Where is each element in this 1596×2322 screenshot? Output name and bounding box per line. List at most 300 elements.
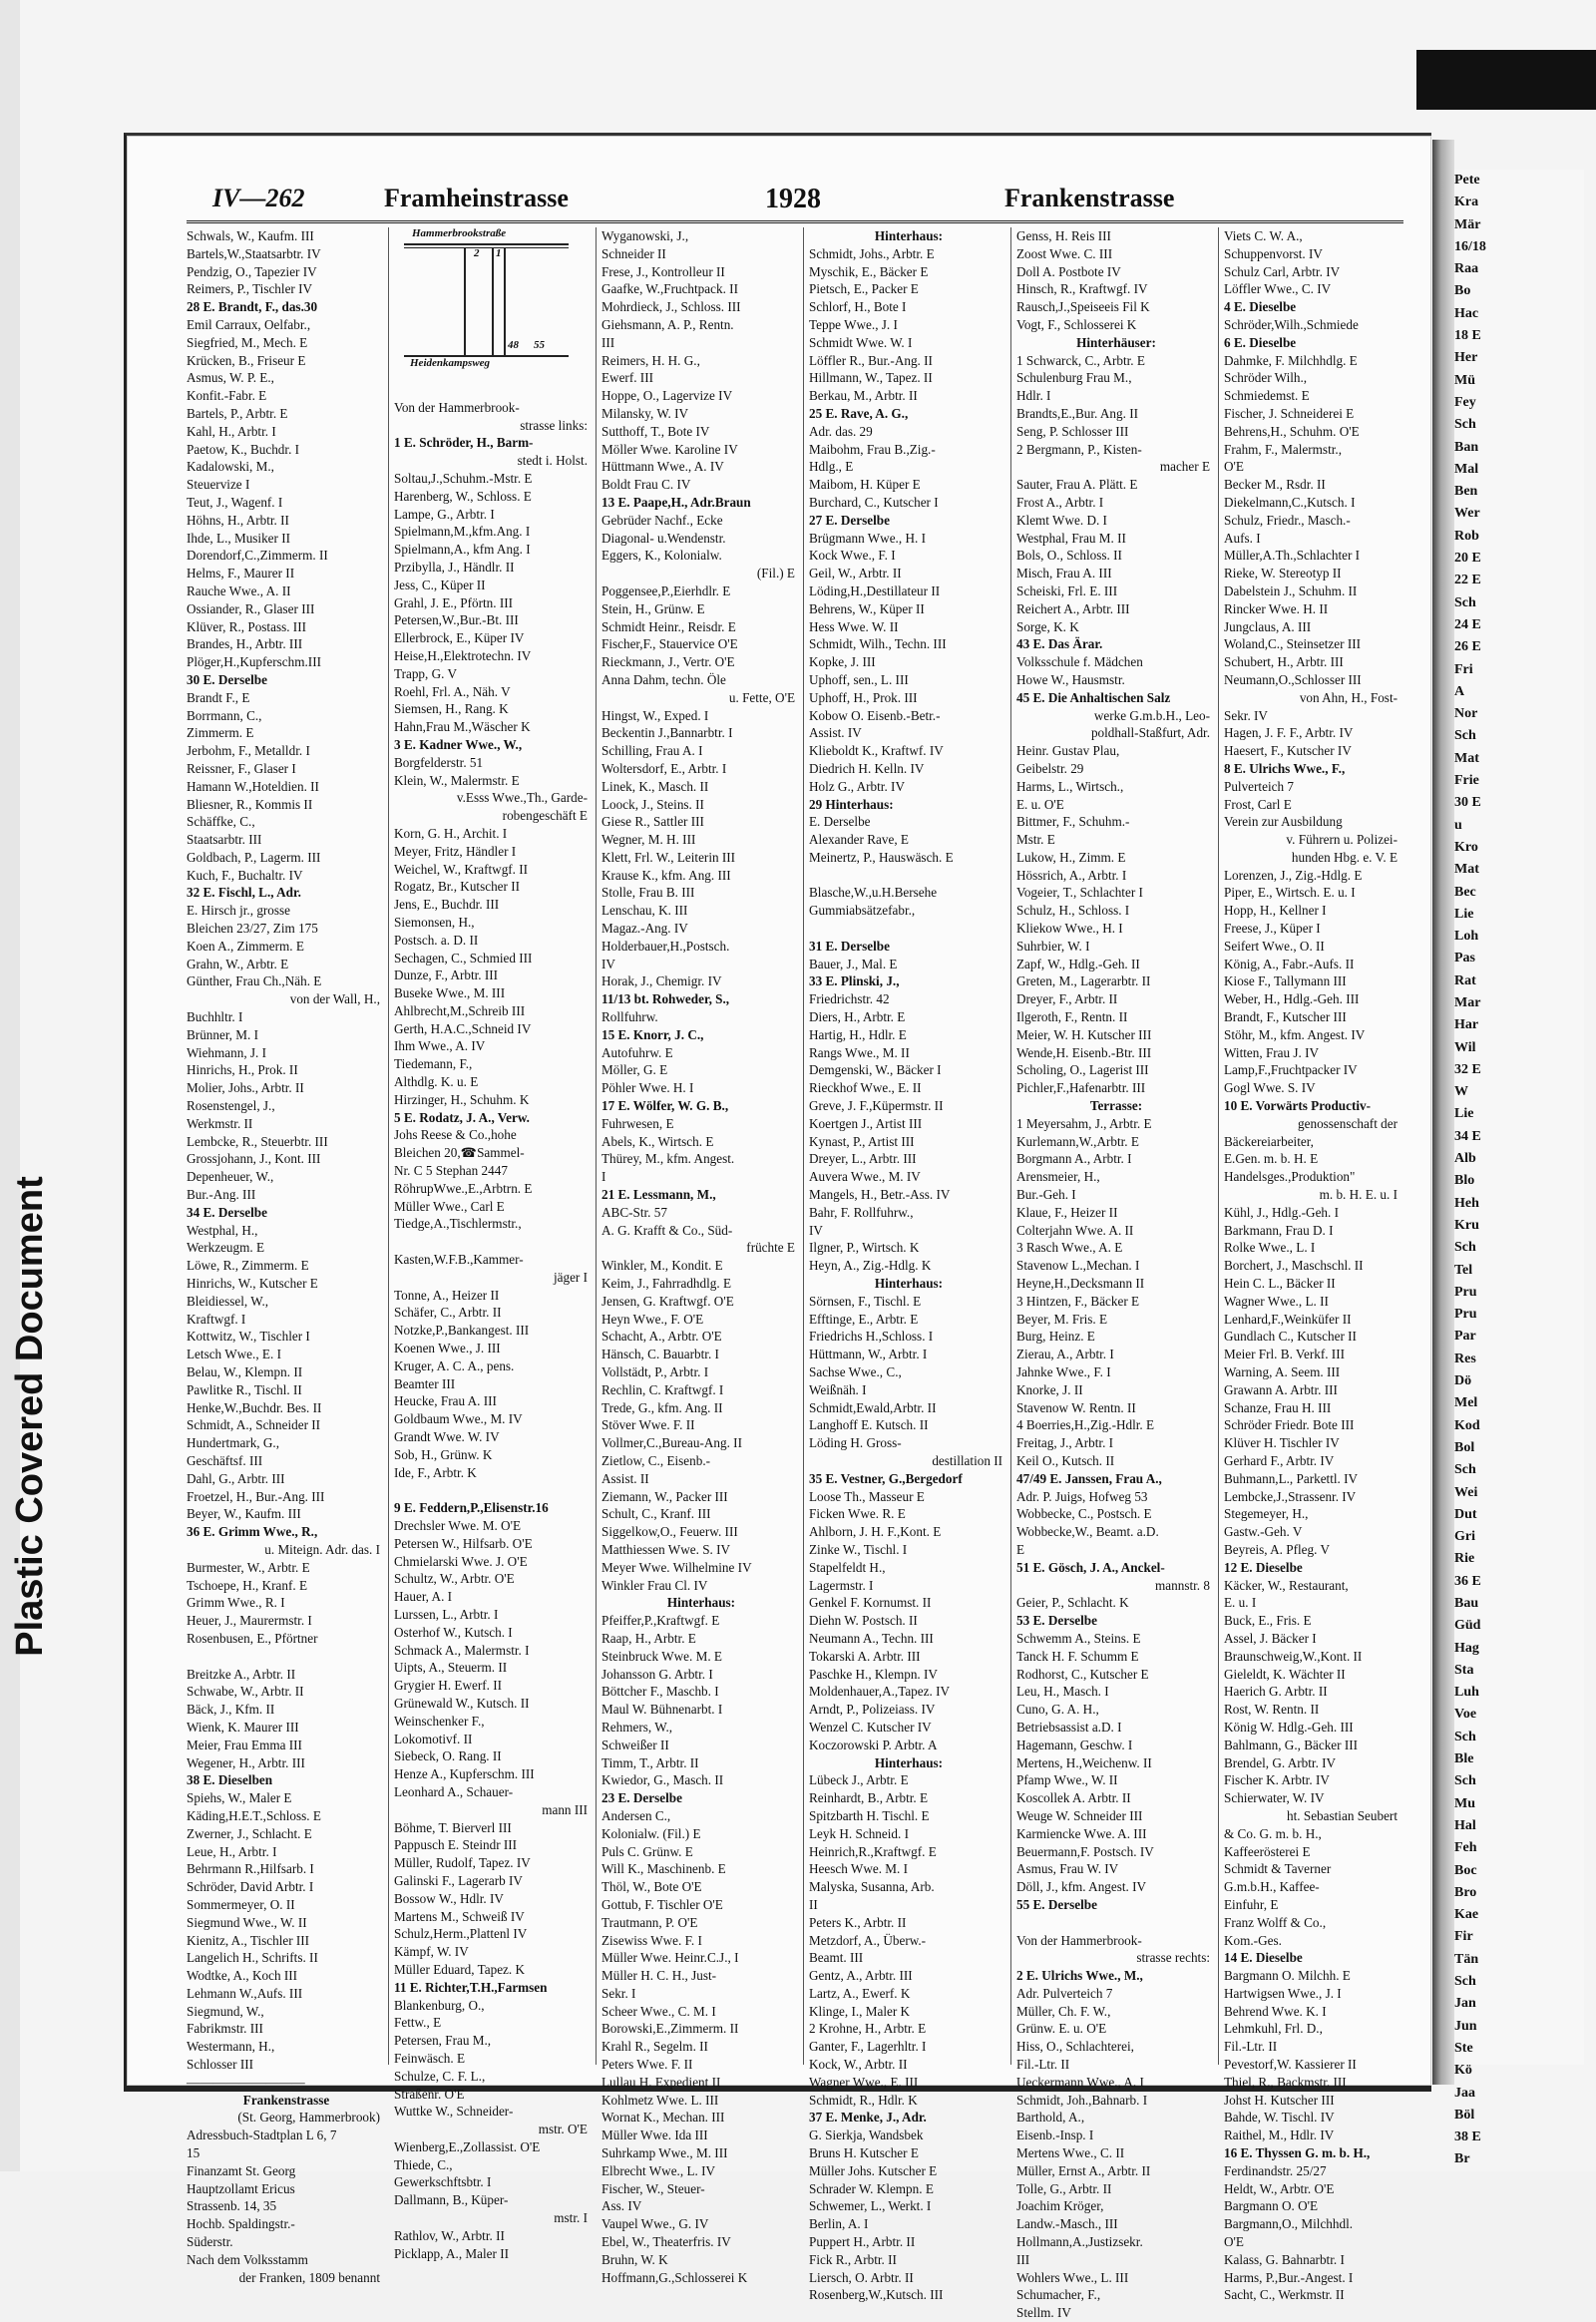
- directory-entry: Aufs. I: [1224, 530, 1261, 546]
- directory-entry: Loock, J., Steins. II: [601, 796, 704, 812]
- directory-entry: 34 E. Derselbe: [187, 1204, 267, 1220]
- directory-entry: Von der Hammerbrook-: [1016, 1932, 1142, 1948]
- adjacent-page-text: 26 E: [1454, 639, 1481, 655]
- directory-entry: 1 Schwarck, C., Arbtr. E: [1016, 352, 1145, 368]
- directory-entry: Borowski,E.,Zimmerm. II: [601, 2021, 739, 2037]
- directory-entry: Beuermann,F. Postsch. IV: [1016, 1843, 1154, 1859]
- directory-entry: Sommermeyer, O. II: [187, 1896, 295, 1912]
- directory-entry: Greve, J. F.,Küpermstr. II: [809, 1098, 944, 1114]
- directory-entry: strasse links:: [520, 417, 588, 433]
- directory-entry: Schlorf, H., Bote I: [809, 299, 907, 315]
- directory-entry: Fuhrwesen, E: [601, 1115, 674, 1131]
- directory-entry: III: [1016, 2251, 1030, 2267]
- directory-entry: Genkel F. Kornumst. II: [809, 1595, 932, 1611]
- directory-entry: Giese R., Sattler III: [601, 814, 704, 830]
- directory-entry: [394, 381, 594, 399]
- directory-entry: Pöhler Wwe. H. I: [601, 1080, 694, 1096]
- directory-entry: Woltersdorf, E., Arbtr. I: [601, 760, 727, 776]
- directory-entry: stedt i. Holst.: [517, 453, 588, 469]
- directory-entry: Boldt Frau C. IV: [601, 477, 691, 493]
- directory-entry: Suhrkamp Wwe., M. III: [601, 2145, 728, 2161]
- directory-entry: Bleidiessel, W.,: [187, 1293, 269, 1309]
- directory-entry: Seng, P. Schlosser III: [1016, 423, 1129, 439]
- directory-entry: Tiedge,A.,Tischlermstr.,: [394, 1216, 522, 1232]
- directory-entry: Berlin, A. I: [809, 2216, 869, 2232]
- adjacent-page-text: Bro: [1454, 1884, 1477, 1900]
- directory-entry: Rodhorst, C., Kutscher E: [1016, 1666, 1149, 1682]
- directory-entry: Misch, Frau A. III: [1016, 566, 1112, 581]
- directory-entry: Lagermstr. I: [809, 1577, 874, 1593]
- directory-entry: Hochb. Spaldingstr.-: [187, 2216, 295, 2232]
- directory-entry: Weuge W. Schneider III: [1016, 1807, 1143, 1823]
- directory-entry: Ahlborn, J. H. F.,Kont. E: [809, 1524, 942, 1540]
- directory-entry: Bahde, W. Tischl. IV: [1224, 2110, 1335, 2126]
- directory-entry: Frahm, F., Malermstr.,: [1224, 441, 1342, 457]
- directory-entry: Ziemann, W., Packer III: [601, 1488, 728, 1504]
- directory-entry: Buchhltr. I: [187, 1009, 243, 1025]
- adjacent-page-text: W: [1454, 1084, 1468, 1100]
- directory-entry: Peters Wwe. F. II: [601, 2057, 693, 2073]
- adjacent-page-fragment: [1454, 170, 1584, 2167]
- directory-entry: Gerth, H.A.C.,Schneid IV: [394, 1020, 532, 1036]
- column-divider: [1218, 227, 1219, 2065]
- directory-entry: Maibom, H. Küper E: [809, 477, 921, 493]
- directory-entry: König W. Hdlg.-Geh. III: [1224, 1719, 1354, 1735]
- directory-entry: Kasten,W.F.B.,Kammer-: [394, 1252, 524, 1268]
- directory-entry: Schult, C., Kranf. III: [601, 1506, 711, 1522]
- directory-entry: Adr. P. Juigs, Hofweg 53: [1016, 1488, 1148, 1504]
- directory-entry: Bossow W., Hdlr. IV: [394, 1890, 504, 1906]
- directory-entry: Demgenski, W., Bäcker I: [809, 1062, 942, 1078]
- directory-entry: [1016, 1914, 1216, 1932]
- directory-entry: Chmielarski Wwe. J. O'E: [394, 1553, 528, 1569]
- directory-entry: Diers, H., Arbtr. E: [809, 1009, 906, 1025]
- directory-entry: Grygier H. Ewerf. II: [394, 1678, 503, 1694]
- adjacent-page-text: Kra: [1454, 194, 1479, 210]
- directory-entry: Assist. II: [601, 1470, 649, 1486]
- directory-entry: Ganter, F., Lagerhltr. I: [809, 2039, 927, 2055]
- adjacent-page-text: Pete: [1454, 173, 1480, 188]
- directory-entry: Liersch, O. Arbtr. II: [809, 2269, 914, 2285]
- directory-entry: Seifert Wwe., O. II: [1224, 938, 1325, 954]
- adjacent-page-text: Fir: [1454, 1929, 1473, 1945]
- directory-entry: Siegfried, M., Mech. E: [187, 334, 308, 350]
- directory-entry: 27 E. Derselbe: [809, 512, 890, 528]
- directory-entry: 43 E. Das Ärar.: [1016, 636, 1103, 652]
- directory-entry: Bäckereiarbeiter,: [1224, 1133, 1314, 1149]
- directory-entry: Löwe, R., Zimmerm. E: [187, 1258, 309, 1274]
- directory-entry: Andersen C.,: [601, 1807, 671, 1823]
- directory-entry: Meinertz, P., Hauswäsch. E: [809, 849, 954, 865]
- directory-entry: Kadalowski, M.,: [187, 459, 274, 475]
- directory-entry: 4 Boerries,H.,Zig.-Hdlr. E: [1016, 1417, 1155, 1433]
- directory-entry: Hauptzollamt Ericus: [187, 2180, 295, 2196]
- directory-entry: Zapf, W., Hdlg.-Geh. II: [1016, 956, 1140, 971]
- adjacent-page-text: 32 E: [1454, 1061, 1481, 1077]
- directory-entry: Burchard, C., Kutscher I: [809, 494, 939, 510]
- directory-entry: G.m.b.H., Kaffee-: [1224, 1879, 1320, 1895]
- directory-entry: Nr. C 5 Stephan 2447: [394, 1163, 508, 1179]
- directory-entry: Kalass, G. Bahnarbtr. I: [1224, 2251, 1345, 2267]
- directory-entry: Rincker Wwe. H. II: [1224, 600, 1329, 616]
- directory-entry: Ahlbrecht,M.,Schreib III: [394, 1002, 526, 1018]
- adjacent-page-text: Par: [1454, 1329, 1476, 1345]
- directory-entry: Fil.-Ltr. II: [1016, 2057, 1070, 2073]
- directory-entry: Abels, K., Wirtsch. E: [601, 1133, 714, 1149]
- adjacent-page-text: 38 E: [1454, 2129, 1481, 2145]
- directory-entry: Schwemer, L., Werkt. I: [809, 2198, 932, 2214]
- adjacent-page-text: Kru: [1454, 1217, 1479, 1233]
- adjacent-page-text: Wer: [1454, 506, 1480, 522]
- directory-entry: Braunschweig,W.,Kont. II: [1224, 1648, 1363, 1664]
- adjacent-page-text: Lie: [1454, 1106, 1474, 1122]
- directory-entry: Poggensee,P.,Eierhdlr. E: [601, 582, 731, 598]
- adjacent-page-text: Lie: [1454, 906, 1474, 922]
- directory-entry: Diagonal- u.Wendenstr.: [601, 530, 726, 546]
- directory-entry: Metzdorf, A., Überw.-: [809, 1932, 927, 1948]
- directory-entry: Buck, E., Fris. E: [1224, 1613, 1312, 1629]
- directory-entry: Pulverteich 7: [1224, 778, 1294, 794]
- directory-entry: Heinr. Gustav Plau,: [1016, 743, 1120, 759]
- directory-entry: Geibelstr. 29: [1016, 760, 1084, 776]
- directory-entry: Schulz, H., Schloss. I: [1016, 903, 1130, 919]
- directory-entry: Asmus, Frau W. IV: [1016, 1861, 1119, 1877]
- directory-entry: Pawlitke R., Tischl. II: [187, 1381, 302, 1397]
- directory-entry: Will K., Maschinenb. E: [601, 1861, 726, 1877]
- directory-entry: Matthiessen Wwe. S. IV: [601, 1541, 731, 1557]
- directory-entry: Sacht, C., Werkmstr. II: [1224, 2287, 1345, 2303]
- adjacent-page-text: Luh: [1454, 1685, 1479, 1701]
- directory-entry: Gieleldt, K. Wächter II: [1224, 1666, 1346, 1682]
- directory-entry: Holderbauer,H.,Postsch.: [601, 938, 730, 954]
- directory-entry: Siegmund Wwe., W. II: [187, 1914, 307, 1930]
- directory-entry: macher E: [1159, 459, 1210, 475]
- directory-entry: Schubert, H., Arbtr. III: [1224, 654, 1344, 670]
- directory-entry: der Franken, 1809 benannt: [238, 2269, 380, 2285]
- directory-entry: Goldbach, P., Lagerm. III: [187, 849, 321, 865]
- directory-entry: Beamter III: [394, 1375, 456, 1391]
- directory-entry: 17 E. Wölfer, W. G. B.,: [601, 1098, 729, 1114]
- directory-entry: Anna Dahm, techn. Öle: [601, 671, 726, 687]
- street-map-inset: Hammerbrookstraße 2 1 48 55 Heidenkampsweg: [404, 227, 574, 377]
- adjacent-page-text: Wil: [1454, 1039, 1476, 1055]
- directory-entry: Leue, H., Arbtr. I: [187, 1843, 277, 1859]
- directory-entry: Möller Wwe. Karoline IV: [601, 441, 738, 457]
- directory-entry: E. Derselbe: [809, 814, 871, 830]
- directory-entry: Straßenr. O'E: [394, 2086, 465, 2102]
- adjacent-page-text: Wei: [1454, 1484, 1478, 1500]
- directory-entry: Lokomotivf. II: [394, 1731, 473, 1746]
- directory-entry: 55 E. Derselbe: [1016, 1896, 1097, 1912]
- directory-entry: Scholing, O., Lagerist III: [1016, 1062, 1149, 1078]
- directory-entry: Magaz.-Ang. IV: [601, 921, 688, 937]
- directory-entry: Diekelmann,C.,Kutsch. I: [1224, 494, 1356, 510]
- directory-entry: Adr. das. 29: [809, 423, 873, 439]
- directory-entry: Fischer K. Arbtr. IV: [1224, 1772, 1330, 1788]
- directory-entry: Dorendorf,C.,Zimmerm. II: [187, 548, 328, 564]
- directory-entry: Sekr. IV: [1224, 707, 1268, 723]
- directory-entry: Schilling, Frau A. I: [601, 743, 703, 759]
- directory-entry: 21 E. Lessmann, M.,: [601, 1187, 716, 1203]
- adjacent-page-text: Kö: [1454, 2063, 1472, 2079]
- directory-entry: Rieckhof Wwe., E. II: [809, 1080, 922, 1096]
- directory-entry: Kock Wwe., F. I: [809, 548, 896, 564]
- directory-entry: Howe W., Hausmstr.: [1016, 671, 1125, 687]
- directory-entry: Stellm. IV: [1016, 2305, 1071, 2321]
- adjacent-page-text: 34 E: [1454, 1128, 1481, 1144]
- directory-entry: Schrader W. Klempn. E: [809, 2180, 934, 2196]
- directory-entry: Uphoff, H., Prok. III: [809, 689, 918, 705]
- directory-entry: I: [601, 1169, 606, 1185]
- adjacent-page-text: Dö: [1454, 1373, 1472, 1389]
- directory-entry: Buseke Wwe., M. III: [394, 985, 506, 1001]
- directory-entry: Käding,H.E.T.,Schloss. E: [187, 1807, 321, 1823]
- directory-entry: 2 Krohne, H., Arbtr. E: [809, 2021, 927, 2037]
- directory-entry: Hüttmann, W., Arbtr. I: [809, 1347, 928, 1362]
- directory-entry: Finanzamt St. Georg: [187, 2162, 296, 2178]
- directory-entry: Wuttke W., Schneider-: [394, 2104, 514, 2120]
- directory-entry: Myschik, E., Bäcker E: [809, 263, 929, 279]
- adjacent-page-text: Har: [1454, 1017, 1479, 1033]
- directory-entry: Stegemeyer, H.,: [1224, 1506, 1309, 1522]
- directory-entry: Rogatz, Br., Kutscher II: [394, 879, 520, 895]
- directory-entry: Zimmerm. E: [187, 725, 254, 741]
- directory-entry: Fischer,F., Stauervice O'E: [601, 636, 738, 652]
- directory-entry: Leyk H. Schneid. I: [809, 1825, 909, 1841]
- page-fold-shadow: [1432, 140, 1454, 2085]
- directory-entry: Lartz, A., Ewerf. K: [809, 1985, 911, 2001]
- directory-entry: Kaffeerösterei E: [1224, 1843, 1311, 1859]
- directory-entry: Fil.-Ltr. II: [1224, 2039, 1278, 2055]
- directory-entry: Beamt. III: [809, 1950, 864, 1966]
- directory-entry: Greten, M., Lagerarbtr. II: [1016, 973, 1151, 989]
- directory-entry: Stein, H., Grünw. E: [601, 600, 705, 616]
- directory-entry: Stöhr, M., kfm. Angest. IV: [1224, 1026, 1366, 1042]
- adjacent-page-text: Fri: [1454, 661, 1473, 677]
- directory-entry: E. Hirsch jr., grosse: [187, 903, 291, 919]
- directory-entry: Müller, Rudolf, Tapez. IV: [394, 1855, 531, 1871]
- directory-entry: Assist. IV: [809, 725, 862, 741]
- directory-column-3: [601, 227, 801, 2286]
- directory-entry: Schmidt, Wilh., Techn. III: [809, 636, 947, 652]
- directory-entry: Heesch Wwe. M. I: [809, 1861, 908, 1877]
- adjacent-page-text: Pru: [1454, 1284, 1477, 1300]
- directory-entry: Alexander Rave, E: [809, 832, 909, 848]
- adjacent-page-text: Rie: [1454, 1551, 1475, 1567]
- directory-entry: 1 E. Schröder, H., Barm-: [394, 435, 534, 451]
- adjacent-page-text: 30 E: [1454, 795, 1481, 811]
- directory-entry: Reichert A., Arbtr. III: [1016, 600, 1130, 616]
- directory-entry: Bahlmann, G., Bäcker III: [1224, 1737, 1359, 1752]
- directory-entry: Siemonsen, H.,: [394, 914, 475, 930]
- directory-entry: Meyer, Fritz, Händler I: [394, 843, 517, 859]
- directory-entry: Weber, H., Hdlg.-Geh. III: [1224, 991, 1360, 1007]
- adjacent-page-text: Bau: [1454, 1596, 1479, 1611]
- directory-entry: 3 E. Kadner Wwe., W.,: [394, 736, 523, 752]
- directory-entry: Schierwater, W. IV: [1224, 1790, 1325, 1806]
- directory-entry: Schulz,Herm.,Plattenl IV: [394, 1926, 528, 1942]
- directory-entry: Hartig, H., Hdlr. E: [809, 1026, 907, 1042]
- directory-entry: 14 E. Dieselbe: [1224, 1950, 1303, 1966]
- directory-entry: Timm, T., Arbtr. II: [601, 1754, 699, 1770]
- directory-entry: Heucke, Frau A. III: [394, 1393, 497, 1409]
- directory-entry: Johs Reese & Co.,hohe: [394, 1127, 517, 1143]
- directory-entry: Rosenstengel, J.,: [187, 1098, 275, 1114]
- directory-entry: Asmus, W. P. E.,: [187, 370, 274, 386]
- directory-entry: Langhoff E. Kutsch. II: [809, 1417, 929, 1433]
- directory-entry: Müller,A.Th.,Schlachter I: [1224, 548, 1361, 564]
- directory-entry: Scheiski, Frl. E. III: [1016, 582, 1118, 598]
- directory-entry: Postsch. a. D. II: [394, 932, 479, 948]
- directory-entry: 3 Rasch Wwe., A. E: [1016, 1240, 1123, 1256]
- directory-entry: Klett, Frl. W., Leiterin III: [601, 849, 736, 865]
- directory-entry: Neumann A., Techn. III: [809, 1630, 934, 1646]
- directory-entry: Krahl R., Segelm. II: [601, 2039, 708, 2055]
- directory-entry: 6 E. Dieselbe: [1224, 334, 1297, 350]
- directory-entry: 11/13 bt. Rohweder, S.,: [601, 991, 730, 1007]
- directory-entry: Rollfuhrw.: [601, 1009, 658, 1025]
- adjacent-page-text: Sch: [1454, 1729, 1476, 1744]
- directory-entry: Fischer, W., Steuer-: [601, 2180, 705, 2196]
- directory-entry: Klein, W., Malermstr. E: [394, 772, 520, 788]
- adjacent-page-text: Bol: [1454, 1439, 1475, 1455]
- directory-entry: Brünner, M. I: [187, 1026, 258, 1042]
- directory-entry: Bartels, P., Arbtr. E: [187, 405, 288, 421]
- directory-entry: Brandts,E.,Bur. Ang. II: [1016, 405, 1138, 421]
- street-heading-left: Framheinstrasse: [384, 184, 569, 212]
- directory-entry: Friedrichstr. 42: [809, 991, 890, 1007]
- directory-entry: 37 E. Menke, J., Adr.: [809, 2110, 927, 2126]
- directory-entry: Roehl, Frl. A., Näh. V: [394, 683, 511, 699]
- directory-entry: Dabelstein J., Schuhm. II: [1224, 582, 1358, 598]
- directory-entry: Raap, H., Arbtr. E: [601, 1630, 696, 1646]
- directory-entry: Rangs Wwe., M. II: [809, 1044, 910, 1060]
- directory-entry: Adressbuch-Stadtplan L 6, 7: [187, 2128, 337, 2143]
- directory-entry: Burmester, W., Arbtr. E: [187, 1559, 310, 1575]
- directory-entry: Hinterhaus:: [666, 1595, 736, 1611]
- directory-entry: früchte E: [746, 1240, 795, 1256]
- adjacent-page-text: Kae: [1454, 1907, 1479, 1923]
- directory-entry: Johansson G. Arbtr. I: [601, 1666, 713, 1682]
- directory-entry: Piper, E., Wirtsch. E. u. I: [1224, 885, 1356, 901]
- directory-entry: Bittmer, F., Schuhm.-: [1016, 814, 1130, 830]
- directory-entry: Schmidt,Ewald,Arbtr. II: [809, 1399, 937, 1415]
- directory-entry: [809, 920, 1008, 938]
- directory-entry: Westphal, Frau M. II: [1016, 530, 1126, 546]
- directory-entry: Thiel, R., Backmstr. III: [1224, 2074, 1347, 2090]
- directory-entry: Schmidt, Joh.,Bahnarb. I: [1016, 2092, 1148, 2108]
- adjacent-page-text: Kro: [1454, 839, 1478, 855]
- adjacent-page-text: Bec: [1454, 884, 1476, 900]
- directory-entry: Reimers, H. H. G.,: [601, 352, 700, 368]
- directory-entry: 15 E. Knorr, J. C.,: [601, 1026, 704, 1042]
- directory-entry: E. u. I: [1224, 1595, 1257, 1611]
- directory-entry: Raithel, M., Hdlr. IV: [1224, 2128, 1335, 2143]
- directory-entry: Trapp, G. V: [394, 665, 458, 681]
- directory-entry: 51 E. Gösch, J. A., Anckel-: [1016, 1559, 1165, 1575]
- directory-entry: Schäfer, C., Arbtr. II: [394, 1305, 502, 1321]
- directory-entry: Blasche,W.,u.H.Bersehe: [809, 885, 938, 901]
- directory-entry: Plöger,H.,Kupferschm.III: [187, 654, 321, 670]
- directory-entry: Malyska, Susanna, Arb.: [809, 1879, 935, 1895]
- year-heading: 1928: [765, 184, 821, 214]
- directory-entry: Thöl, W., Bote O'E: [601, 1879, 702, 1895]
- directory-entry: Brügmann Wwe., H. I: [809, 530, 926, 546]
- directory-entry: mannstr. 8: [1155, 1577, 1210, 1593]
- directory-entry: Kolonialw. (Fil.) E: [601, 1825, 701, 1841]
- directory-entry: Landw.-Masch., III: [1016, 2216, 1118, 2232]
- directory-entry: 3 Hintzen, F., Bäcker E: [1016, 1293, 1140, 1309]
- directory-entry: 38 E. Dieselben: [187, 1772, 273, 1788]
- adjacent-page-text: Sta: [1454, 1662, 1474, 1678]
- directory-entry: Uphoff, sen., L. III: [809, 671, 909, 687]
- directory-entry: Ilgner, P., Wirtsch. K: [809, 1240, 920, 1256]
- directory-entry: Beyreis, A. Pfleg. V: [1224, 1541, 1330, 1557]
- directory-entry: 11 E. Richter,T.H.,Farmsen: [394, 1979, 548, 1995]
- directory-entry: Lehmann W.,Aufs. III: [187, 1985, 303, 2001]
- directory-entry: Geier, P., Schlacht. K: [1016, 1595, 1129, 1611]
- directory-entry: Breitzke A., Arbtr. II: [187, 1666, 296, 1682]
- directory-entry: Ihde, L., Musiker II: [187, 530, 291, 546]
- directory-entry: O'E: [1224, 459, 1244, 475]
- directory-entry: Bleichen 23/27, Zim 175: [187, 921, 318, 937]
- directory-entry: Tiedemann, F.,: [394, 1056, 473, 1072]
- adjacent-page-text: Feh: [1454, 1840, 1477, 1856]
- directory-entry: Koertgen J., Artist III: [809, 1115, 923, 1131]
- directory-entry: Wobbecke, C., Postsch. E: [1016, 1506, 1152, 1522]
- column-divider: [1010, 227, 1011, 2065]
- directory-entry: Müller Wwe. Heinr.C.J., I: [601, 1950, 739, 1966]
- directory-entry: 25 E. Rave, A. G.,: [809, 405, 909, 421]
- adjacent-page-text: Hac: [1454, 305, 1479, 321]
- directory-entry: Lukow, H., Zimm. E: [1016, 849, 1126, 865]
- directory-entry: Kopke, J. III: [809, 654, 876, 670]
- directory-entry: Arensmeier, H.,: [1016, 1169, 1100, 1185]
- directory-entry: Langelich H., Schrifts. II: [187, 1950, 318, 1966]
- adjacent-page-text: Blo: [1454, 1173, 1475, 1189]
- adjacent-page-text: Sch: [1454, 594, 1476, 610]
- directory-entry: Knorke, J. II: [1016, 1381, 1083, 1397]
- directory-entry: hunden Hbg. e. V. E: [1291, 849, 1397, 865]
- directory-entry: Zisewiss Wwe. F. I: [601, 1932, 702, 1948]
- directory-entry: Rathlov, W., Arbtr. II: [394, 2227, 505, 2243]
- directory-entry: Gundlach C., Kutscher II: [1224, 1329, 1357, 1345]
- directory-entry: Kuch, F., Buchaltr. IV: [187, 867, 303, 883]
- directory-entry: Grünw. E. u. O'E: [1016, 2021, 1107, 2037]
- directory-entry: Klinge, I., Maler K: [809, 2003, 911, 2019]
- directory-entry: Strassenb. 14, 35: [187, 2198, 277, 2214]
- adjacent-page-text: Her: [1454, 350, 1478, 366]
- directory-entry: Hössrich, A., Arbtr. I: [1016, 867, 1127, 883]
- directory-entry: G. Sierkja, Wandsbek: [809, 2128, 924, 2143]
- directory-entry: Klaue, F., Heizer II: [1016, 1204, 1118, 1220]
- directory-entry: Bahr, F. Rollfuhrw.,: [809, 1204, 914, 1220]
- directory-entry: Spielmann,A., kfm Ang. I: [394, 542, 531, 558]
- directory-page: [124, 133, 1431, 2321]
- adjacent-page-text: Mat: [1454, 750, 1479, 766]
- adjacent-page-text: Br: [1454, 2151, 1470, 2167]
- directory-entry: u. Miteign. Adr. das. I: [264, 1541, 380, 1557]
- directory-entry: Winkler, M., Kondit. E: [601, 1258, 723, 1274]
- directory-entry: Vollmer,C.,Bureau-Ang. II: [601, 1435, 742, 1451]
- directory-entry: Gottub, F. Tischler O'E: [601, 1896, 723, 1912]
- directory-entry: 9 E. Feddern,P.,Elisenstr.16: [394, 1500, 549, 1516]
- directory-entry: Peters K., Arbtr. II: [809, 1914, 907, 1930]
- adjacent-page-text: 20 E: [1454, 551, 1481, 567]
- directory-entry: Bauer, J., Mal. E: [809, 956, 898, 971]
- directory-entry: Bur.-Ang. III: [187, 1187, 256, 1203]
- directory-entry: Winkler Frau Cl. IV: [601, 1577, 708, 1593]
